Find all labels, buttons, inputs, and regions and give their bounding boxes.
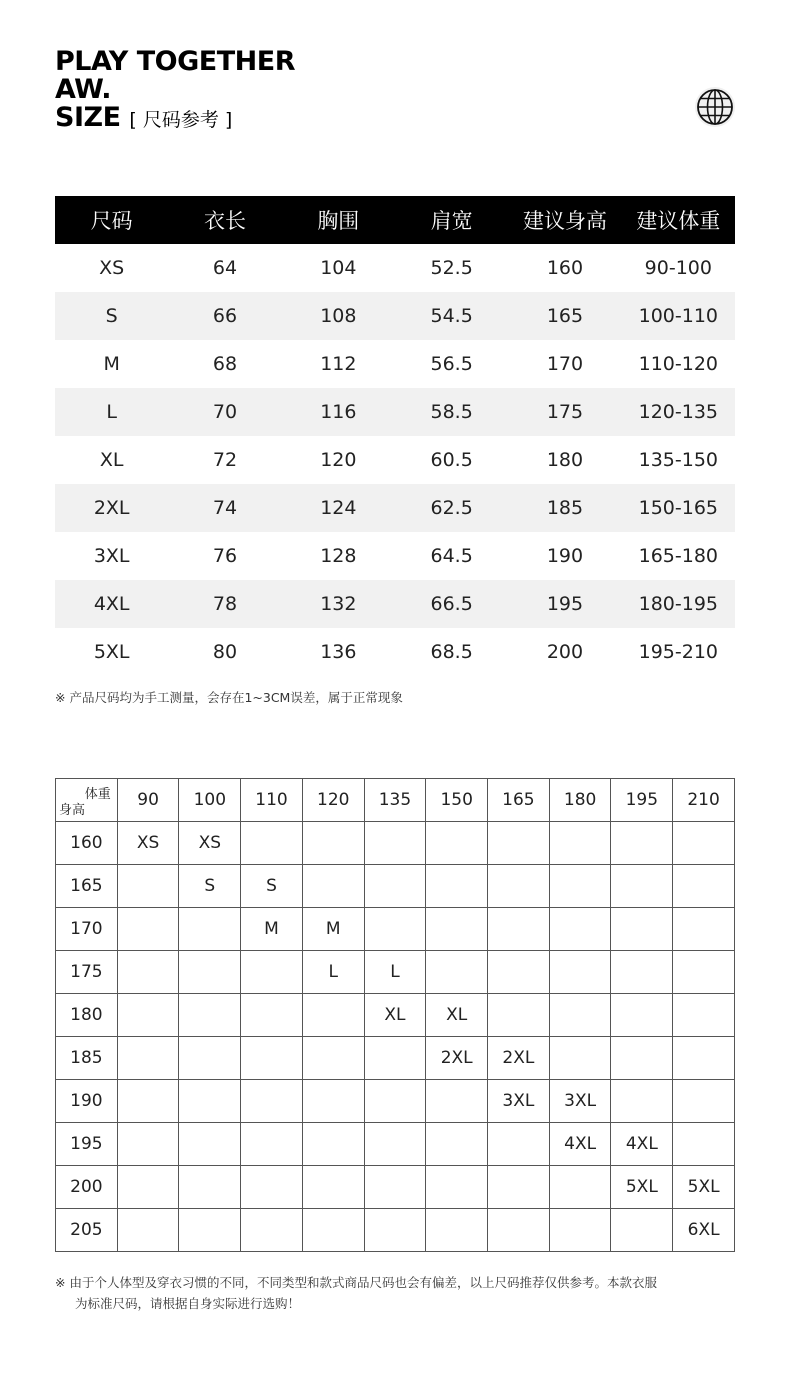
grid-weight-header: 165 <box>488 779 550 822</box>
size-table-cell: 180 <box>546 449 584 471</box>
grid-cell <box>117 1209 179 1252</box>
header-size-word: SIZE <box>55 102 121 133</box>
grid-cell <box>117 1037 179 1080</box>
globe-icon <box>694 86 736 128</box>
grid-cell <box>611 822 673 865</box>
grid-cell <box>549 865 611 908</box>
grid-height-header: 165 <box>56 865 118 908</box>
grid-cell <box>549 951 611 994</box>
header-line-2: AW. <box>55 74 112 105</box>
grid-cell <box>302 1080 364 1123</box>
size-table-cell: 165 <box>508 292 621 340</box>
header-line-3 <box>55 104 295 134</box>
size-table-cell: 110-120 <box>638 353 719 375</box>
grid-cell: M <box>241 908 303 951</box>
size-table-cell: S <box>55 292 168 340</box>
size-table-cell: 76 <box>212 545 238 567</box>
grid-cell <box>611 1209 673 1252</box>
grid-cell <box>241 1209 303 1252</box>
grid-cell: 3XL <box>488 1080 550 1123</box>
grid-cell <box>241 951 303 994</box>
grid-cell <box>179 951 241 994</box>
grid-corner-height: 身高 <box>59 803 86 818</box>
grid-weight-header: 100 <box>179 779 241 822</box>
grid-cell <box>179 1209 241 1252</box>
grid-height-header: 180 <box>56 994 118 1037</box>
grid-cell: 2XL <box>488 1037 550 1080</box>
size-table-cell: 135-150 <box>638 449 719 471</box>
grid-weight-header: 110 <box>241 779 303 822</box>
grid-cell <box>117 1123 179 1166</box>
grid-row <box>56 1037 735 1080</box>
size-table-row <box>55 436 735 484</box>
size-table-cell: 68.5 <box>430 641 473 663</box>
grid-height-header: 195 <box>56 1123 118 1166</box>
grid-cell <box>549 908 611 951</box>
size-table-cell: 68 <box>212 353 238 375</box>
grid-cell: 2XL <box>426 1037 488 1080</box>
grid-cell <box>241 1037 303 1080</box>
size-table-cell: 175 <box>508 388 621 436</box>
grid-cell <box>549 1166 611 1209</box>
grid-cell <box>426 951 488 994</box>
size-table-cell: 180-195 <box>622 580 735 628</box>
size-table-cell: 78 <box>168 580 281 628</box>
grid-cell <box>302 1123 364 1166</box>
grid-cell <box>426 1080 488 1123</box>
grid-cell <box>549 1037 611 1080</box>
grid-cell <box>364 865 426 908</box>
grid-weight-header: 150 <box>426 779 488 822</box>
grid-cell <box>488 1209 550 1252</box>
size-table-cell: 62.5 <box>395 484 508 532</box>
grid-cell <box>241 1080 303 1123</box>
grid-cell <box>302 822 364 865</box>
size-table-row <box>55 340 735 388</box>
size-table-cell: 56.5 <box>430 353 473 375</box>
grid-cell: XS <box>179 822 241 865</box>
size-table-row <box>55 388 735 436</box>
grid-cell: 6XL <box>673 1209 735 1252</box>
size-table-cell: 72 <box>212 449 238 471</box>
size-table-cell: M <box>103 353 120 375</box>
grid-cell: XL <box>426 994 488 1037</box>
grid-cell <box>611 951 673 994</box>
size-table-header-cell: 建议身高 <box>508 196 621 244</box>
grid-cell <box>117 951 179 994</box>
size-table-row <box>55 292 735 340</box>
grid-cell <box>673 951 735 994</box>
grid-cell: S <box>241 865 303 908</box>
grid-cell <box>673 1123 735 1166</box>
grid-cell <box>488 951 550 994</box>
grid-cell <box>611 994 673 1037</box>
size-table-cell: 4XL <box>55 580 168 628</box>
grid-weight-header: 210 <box>673 779 735 822</box>
size-table-cell: 170 <box>546 353 584 375</box>
grid-cell <box>364 1166 426 1209</box>
size-recommendation-grid <box>55 778 735 1252</box>
grid-header-row <box>56 779 735 822</box>
size-table-cell: 90-100 <box>644 257 712 279</box>
size-table-cell: 60.5 <box>430 449 473 471</box>
grid-height-header: 190 <box>56 1080 118 1123</box>
grid-cell: XS <box>117 822 179 865</box>
size-table-header-cell: 胸围 <box>282 196 395 244</box>
size-table-cell: 136 <box>320 641 357 663</box>
grid-cell <box>488 1166 550 1209</box>
grid-cell: 3XL <box>549 1080 611 1123</box>
grid-cell: L <box>364 951 426 994</box>
grid-cell: 5XL <box>611 1166 673 1209</box>
size-table-cell: 104 <box>320 257 357 279</box>
grid-cell: 4XL <box>549 1123 611 1166</box>
grid-cell <box>179 1080 241 1123</box>
grid-cell <box>117 908 179 951</box>
size-table-cell: 70 <box>168 388 281 436</box>
grid-corner-weight: 体重 <box>84 787 111 802</box>
size-table-cell: 3XL <box>93 545 130 567</box>
grid-corner-cell <box>56 779 118 822</box>
grid-height-header: 200 <box>56 1166 118 1209</box>
grid-cell <box>488 822 550 865</box>
size-table-row <box>55 580 735 628</box>
grid-cell: 4XL <box>611 1123 673 1166</box>
size-table-cell: 58.5 <box>395 388 508 436</box>
grid-cell <box>364 1037 426 1080</box>
size-table-header-cell: 肩宽 <box>395 196 508 244</box>
grid-cell <box>117 865 179 908</box>
grid-cell <box>426 1123 488 1166</box>
grid-cell: XL <box>364 994 426 1037</box>
grid-cell <box>364 1080 426 1123</box>
grid-cell <box>302 1209 364 1252</box>
size-table-cell: 128 <box>320 545 357 567</box>
size-table-cell: 66 <box>168 292 281 340</box>
grid-cell <box>179 1037 241 1080</box>
header-line-1: PLAY TOGETHER <box>55 46 295 77</box>
grid-cell <box>179 908 241 951</box>
grid-cell <box>549 822 611 865</box>
grid-row <box>56 908 735 951</box>
size-table-cell: 185 <box>508 484 621 532</box>
grid-cell <box>611 908 673 951</box>
size-table-cell: 132 <box>282 580 395 628</box>
size-table-cell: 74 <box>168 484 281 532</box>
grid-cell <box>364 1209 426 1252</box>
header-size-subtitle: [ 尺码参考 ] <box>129 109 233 131</box>
grid-cell <box>673 865 735 908</box>
grid-weight-header: 180 <box>549 779 611 822</box>
grid-cell <box>673 994 735 1037</box>
size-table-header-cell: 尺码 <box>55 196 168 244</box>
size-table-cell: 120-135 <box>622 388 735 436</box>
grid-height-header: 170 <box>56 908 118 951</box>
grid-weight-header: 195 <box>611 779 673 822</box>
grid-cell <box>611 865 673 908</box>
grid-cell <box>488 865 550 908</box>
grid-row <box>56 994 735 1037</box>
grid-height-header: 185 <box>56 1037 118 1080</box>
size-table-row <box>55 484 735 532</box>
grid-row <box>56 1123 735 1166</box>
grid-cell: 5XL <box>673 1166 735 1209</box>
size-table-cell: 108 <box>282 292 395 340</box>
grid-weight-header: 135 <box>364 779 426 822</box>
grid-cell <box>549 1209 611 1252</box>
grid-cell <box>426 822 488 865</box>
size-table-cell: 190 <box>546 545 584 567</box>
grid-cell <box>117 994 179 1037</box>
recommendation-note-line-2: 为标准尺码，请根据自身实际进行选购！ <box>75 1296 301 1311</box>
size-table-cell: XS <box>99 257 125 279</box>
size-table-cell: 195-210 <box>638 641 719 663</box>
grid-cell <box>241 1123 303 1166</box>
grid-cell <box>673 1037 735 1080</box>
size-table-cell: 100-110 <box>622 292 735 340</box>
grid-cell <box>241 822 303 865</box>
size-table-header-cell: 建议体重 <box>622 196 735 244</box>
grid-cell <box>611 1080 673 1123</box>
size-table-row <box>55 628 735 676</box>
grid-row <box>56 951 735 994</box>
grid-cell <box>673 822 735 865</box>
grid-row <box>56 1166 735 1209</box>
grid-cell <box>364 1123 426 1166</box>
grid-row <box>56 1209 735 1252</box>
size-table-cell: 150-165 <box>622 484 735 532</box>
grid-cell <box>488 994 550 1037</box>
measurement-note: ※ 产品尺码均为手工测量，会存在1~3CM误差，属于正常现象 <box>55 690 403 705</box>
size-table <box>55 196 735 676</box>
size-table-cell: 80 <box>212 641 238 663</box>
grid-cell <box>179 1123 241 1166</box>
size-table-cell: 5XL <box>93 641 130 663</box>
grid-height-header: 205 <box>56 1209 118 1252</box>
recommendation-note <box>55 1272 745 1314</box>
grid-cell <box>241 1166 303 1209</box>
size-table-cell: 124 <box>282 484 395 532</box>
grid-cell <box>426 1209 488 1252</box>
size-table-row <box>55 532 735 580</box>
size-table-cell: 2XL <box>55 484 168 532</box>
grid-cell <box>488 908 550 951</box>
grid-cell <box>488 1123 550 1166</box>
grid-weight-header: 120 <box>302 779 364 822</box>
grid-weight-header: 90 <box>117 779 179 822</box>
grid-cell <box>179 1166 241 1209</box>
size-table-cell: XL <box>99 449 124 471</box>
grid-cell: L <box>302 951 364 994</box>
grid-cell <box>302 1166 364 1209</box>
page-header <box>55 48 295 134</box>
size-table-cell: L <box>55 388 168 436</box>
grid-cell <box>364 822 426 865</box>
grid-cell <box>673 908 735 951</box>
size-table-cell: 64 <box>212 257 238 279</box>
grid-cell <box>673 1080 735 1123</box>
size-table-cell: 66.5 <box>395 580 508 628</box>
size-table-cell: 64.5 <box>430 545 473 567</box>
size-table-header-row <box>55 196 735 244</box>
size-table-cell: 54.5 <box>395 292 508 340</box>
grid-cell <box>302 865 364 908</box>
size-table-cell: 52.5 <box>430 257 473 279</box>
grid-cell <box>364 908 426 951</box>
grid-cell <box>117 1080 179 1123</box>
grid-row <box>56 822 735 865</box>
size-table-cell: 116 <box>282 388 395 436</box>
size-table-cell: 120 <box>320 449 357 471</box>
grid-height-header: 175 <box>56 951 118 994</box>
grid-cell <box>611 1037 673 1080</box>
grid-height-header: 160 <box>56 822 118 865</box>
size-table-cell: 195 <box>508 580 621 628</box>
recommendation-note-line-1: ※ 由于个人体型及穿衣习惯的不同，不同类型和款式商品尺码也会有偏差，以上尺码推荐仅供参考。本款衣服 <box>55 1275 657 1290</box>
grid-cell <box>302 1037 364 1080</box>
size-table-header-cell: 衣长 <box>168 196 281 244</box>
size-table-cell: 112 <box>320 353 357 375</box>
grid-cell <box>179 994 241 1037</box>
size-table-row <box>55 244 735 292</box>
grid-cell <box>549 994 611 1037</box>
size-table-cell: 200 <box>546 641 584 663</box>
grid-cell <box>302 994 364 1037</box>
size-table-cell: 160 <box>546 257 584 279</box>
grid-row <box>56 865 735 908</box>
grid-cell <box>117 1166 179 1209</box>
grid-cell <box>426 908 488 951</box>
grid-cell <box>426 1166 488 1209</box>
grid-cell <box>426 865 488 908</box>
grid-cell <box>241 994 303 1037</box>
grid-cell: M <box>302 908 364 951</box>
size-table-cell: 165-180 <box>638 545 719 567</box>
grid-cell: S <box>179 865 241 908</box>
grid-row <box>56 1080 735 1123</box>
